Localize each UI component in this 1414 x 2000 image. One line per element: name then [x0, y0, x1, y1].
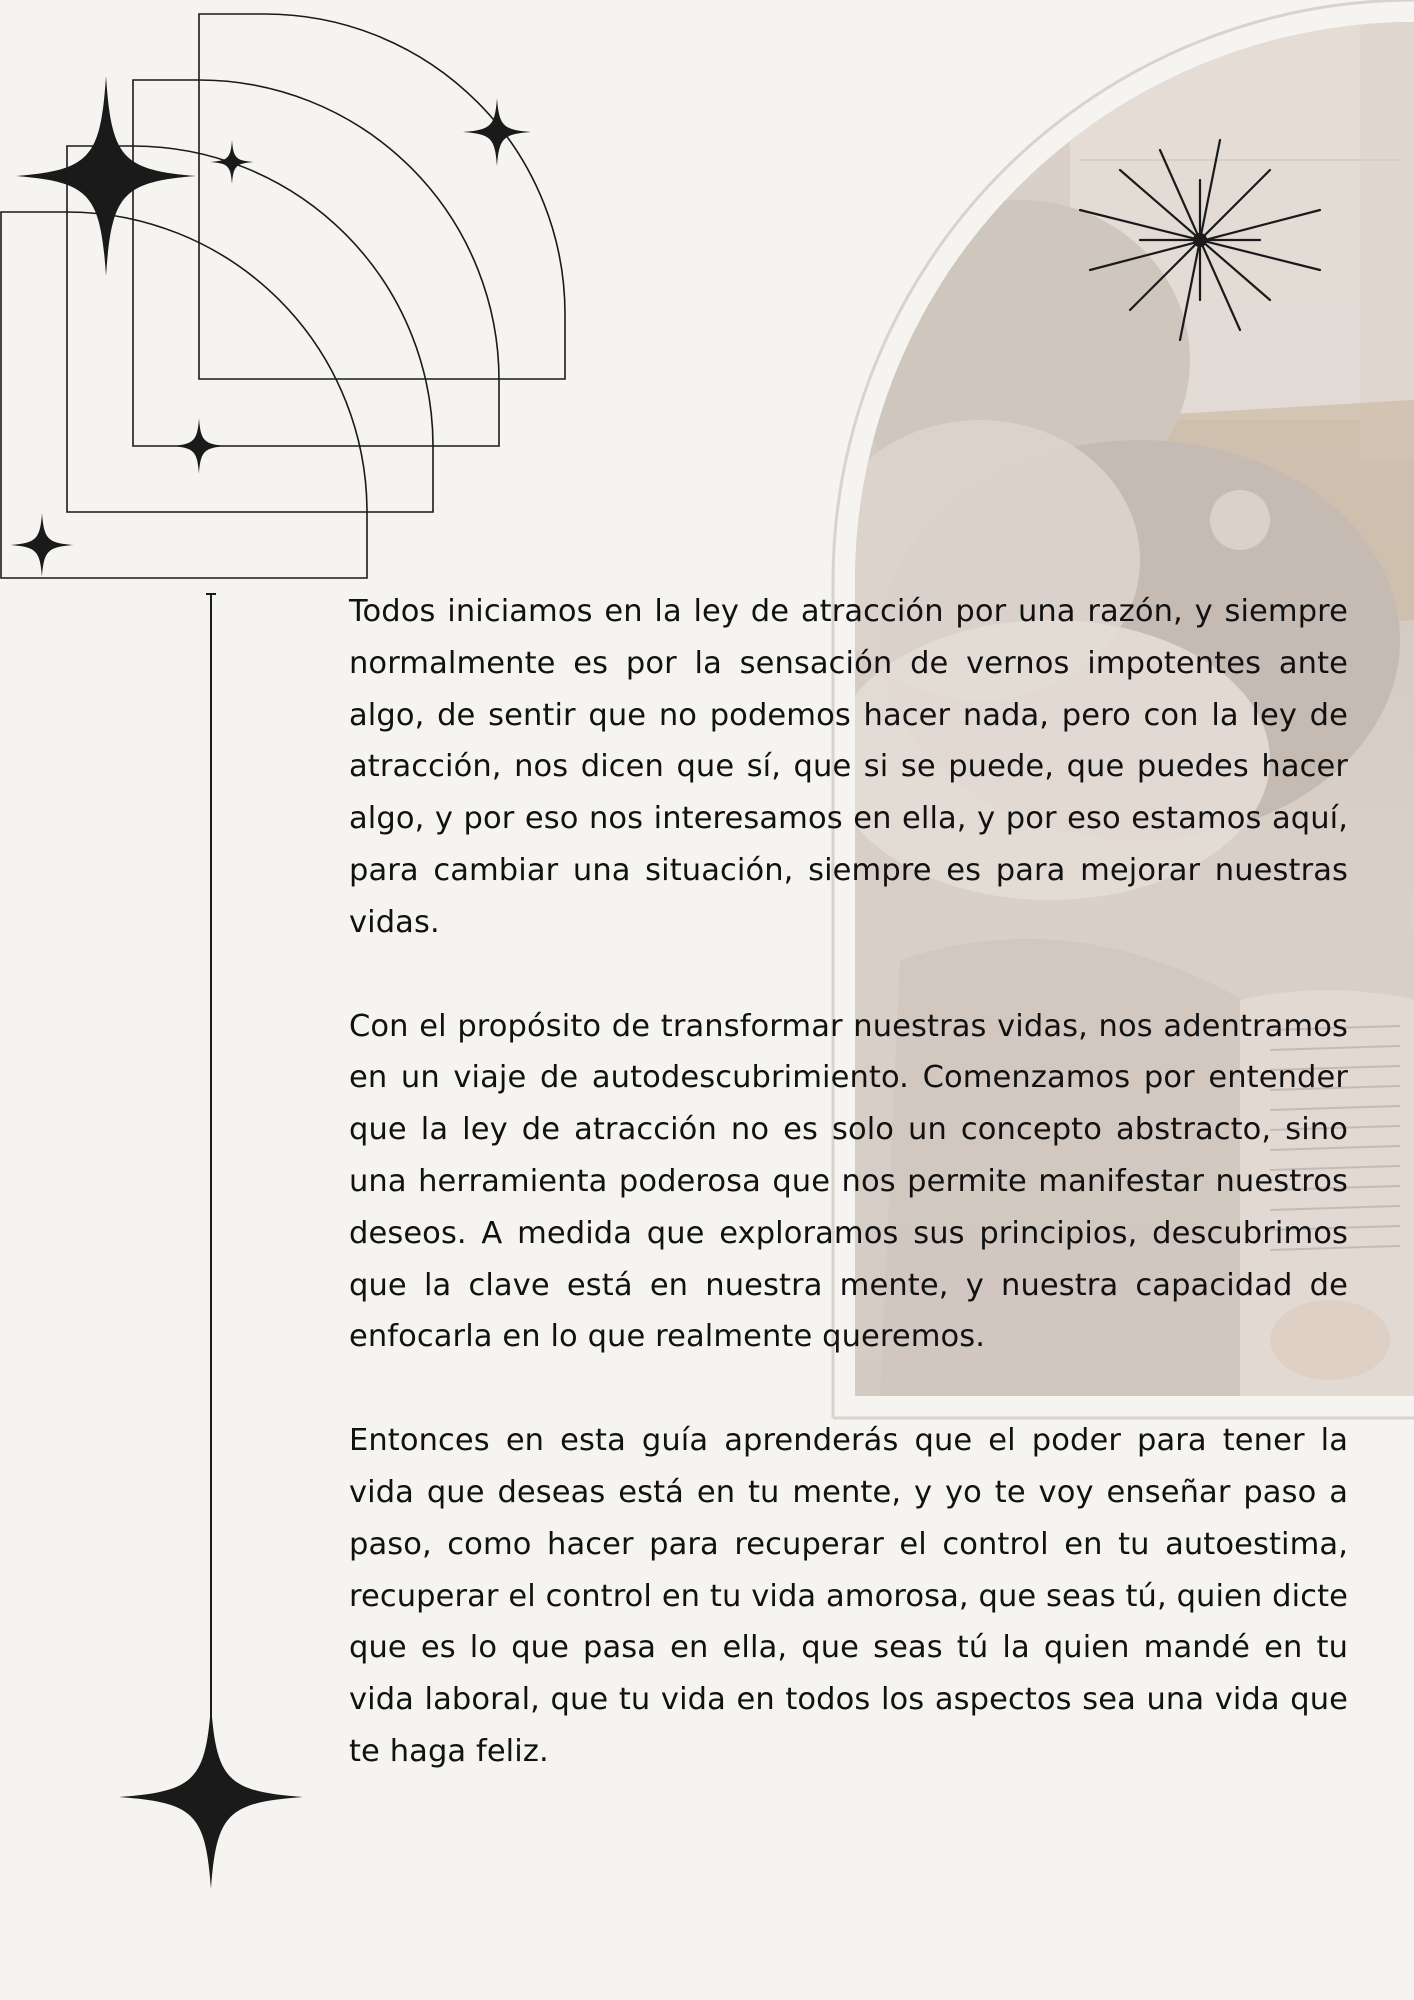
paragraph: Todos iniciamos en la ley de atracción por una razón, y siempre normalmente es por la sensación de vernos impotentes ante algo, de sentir que no podemos hacer nada, pero con la ley de atracción, nos dicen que sí, que si se puede, que puedes hacer algo, y por eso nos interesamos en ella, y por eso estamos aquí, para cambiar una situación, siempre es para mejorar nuestras vidas. [349, 594, 1348, 940]
body-text [349, 586, 1348, 1830]
arc-frame-4 [1, 212, 367, 578]
arc-frame-1 [199, 14, 565, 379]
sparkle-icon [16, 76, 196, 276]
arc-frame-2 [133, 80, 499, 446]
paragraph: Entonces en esta guía aprenderás que el poder para tener la vida que deseas está en tu mente, y yo te voy enseñar paso a paso, como hacer para recuperar el control en tu autoestima, recuperar el control en tu vida amorosa, que seas tú, quien dicte que es lo que pasa en ella, que seas tú la quien mandé en tu vida laboral, que tu vida en todos los aspectos sea una vida que te haga feliz. [349, 1423, 1348, 1769]
paragraph: Con el propósito de transformar nuestras vidas, nos adentramos en un viaje de autodescubrimiento. Comenzamos por entender que la ley de atracción no es solo un concepto abstracto, sino una herramienta poderosa que nos permite manifestar nuestros deseos. A medida que exploramos sus principios, descubrimos que la clave está en nuestra mente, y nuestra capacidad de enfocarla en lo que realmente queremos. [349, 1008, 1348, 1355]
sparkle-icon [210, 140, 254, 184]
sparkle-icon [171, 418, 227, 474]
sparkle-icon [119, 1705, 303, 1889]
arc-frames [1, 14, 565, 578]
sparkle-icon [10, 513, 74, 577]
